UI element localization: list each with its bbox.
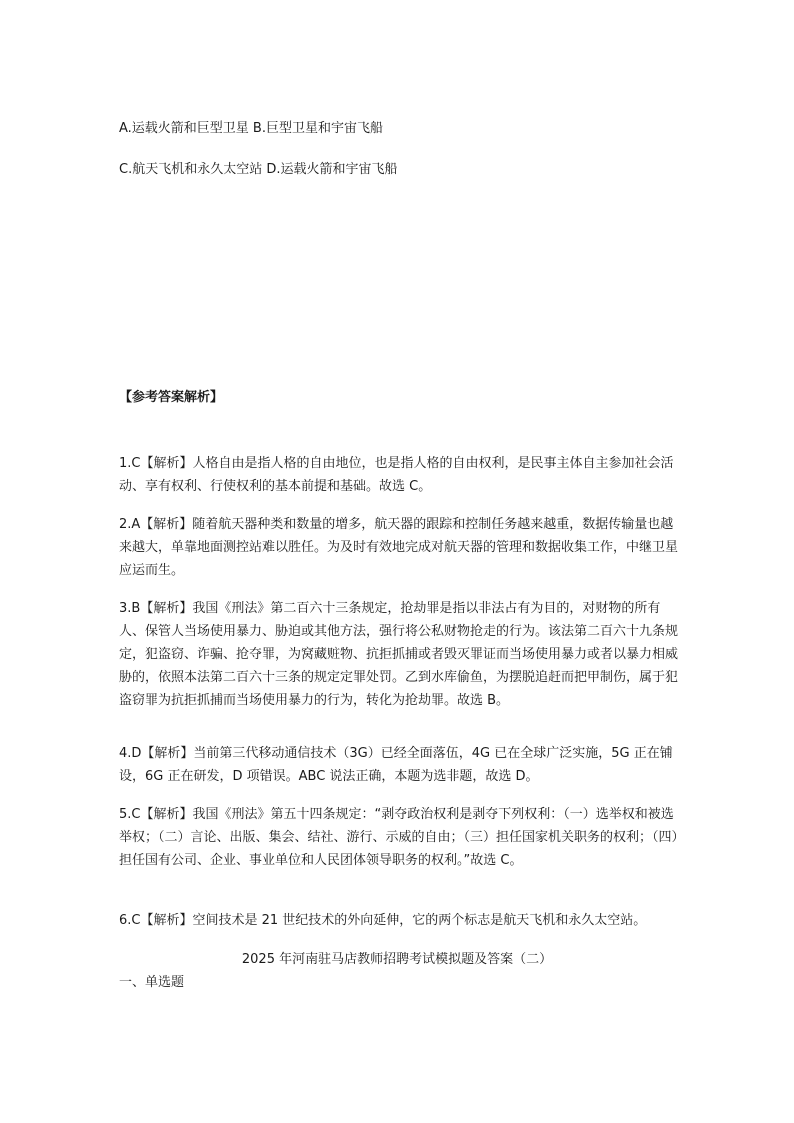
answers-heading: 【参考答案解析】 — [119, 390, 224, 405]
answer-2: 2.A【解析】随着航天器种类和数量的增多，航天器的跟踪和控制任务越来越重，数据传输量也越来越大，单靠地面测控站难以胜任。为及时有效地完成对航天器的管理和数据收集工作，中继卫星应运而生。 — [119, 517, 679, 578]
answer-6: 6.C【解析】空间技术是 21 世纪技术的外向延伸，它的两个标志是航天飞机和永久太空站。 — [119, 913, 647, 928]
answer-1: 1.C【解析】人格自由是指人格的自由地位，也是指人格的自由权利，是民事主体自主参加社会活动、享有权利、行使权利的基本前提和基础。故选 C。 — [119, 456, 674, 494]
answer-3: 3.B【解析】我国《刑法》第二百六十三条规定，抢劫罪是指以非法占有为目的，对财物的所有人、保管人当场使用暴力、胁迫或其他方法，强行将公私财物抢走的行为。该法第二百六十九条规定，犯盗窃、诈骗、抢夺罪，为窝藏赃物、抗拒抓捕或者毁灭罪证而当场使用暴力或者以暴力相威胁的，依照本法第二百六十三条的规定定罪处罚。乙到水库偷鱼，为摆脱追赶而把甲制伤，属于犯盗窃罪为抗拒抓捕而当场使用暴力的行为，转化为抢劫罪。故选 B。 — [119, 601, 679, 708]
section-heading: 一、单选题 — [119, 975, 185, 990]
option-line-ab: A.运载火箭和巨型卫星 B.巨型卫星和宇宙飞船 — [119, 121, 383, 136]
option-line-cd: C.航天飞机和永久太空站 D.运载火箭和宇宙飞船 — [119, 162, 398, 177]
answer-4: 4.D【解析】当前第三代移动通信技术（3G）已经全面落伍，4G 已在全球广泛实施，5G 正在铺设，6G 正在研发，D 项错误。ABC 说法正确，本题为选非题，故选 D。 — [119, 746, 673, 784]
answer-5: 5.C【解析】我国《刑法》第五十四条规定：“剥夺政治权利是剥夺下列权利：（一）选举权和被选举权；（二）言论、出版、集会、结社、游行、示威的自由；（三）担任国家机关职务的权利；（四）担任国有公司、企业、事业单位和人民团体领导职务的权利。”故选 C。 — [119, 807, 679, 868]
next-paper-title: 2025 年河南驻马店教师招聘考试模拟题及答案（二） — [241, 952, 553, 967]
